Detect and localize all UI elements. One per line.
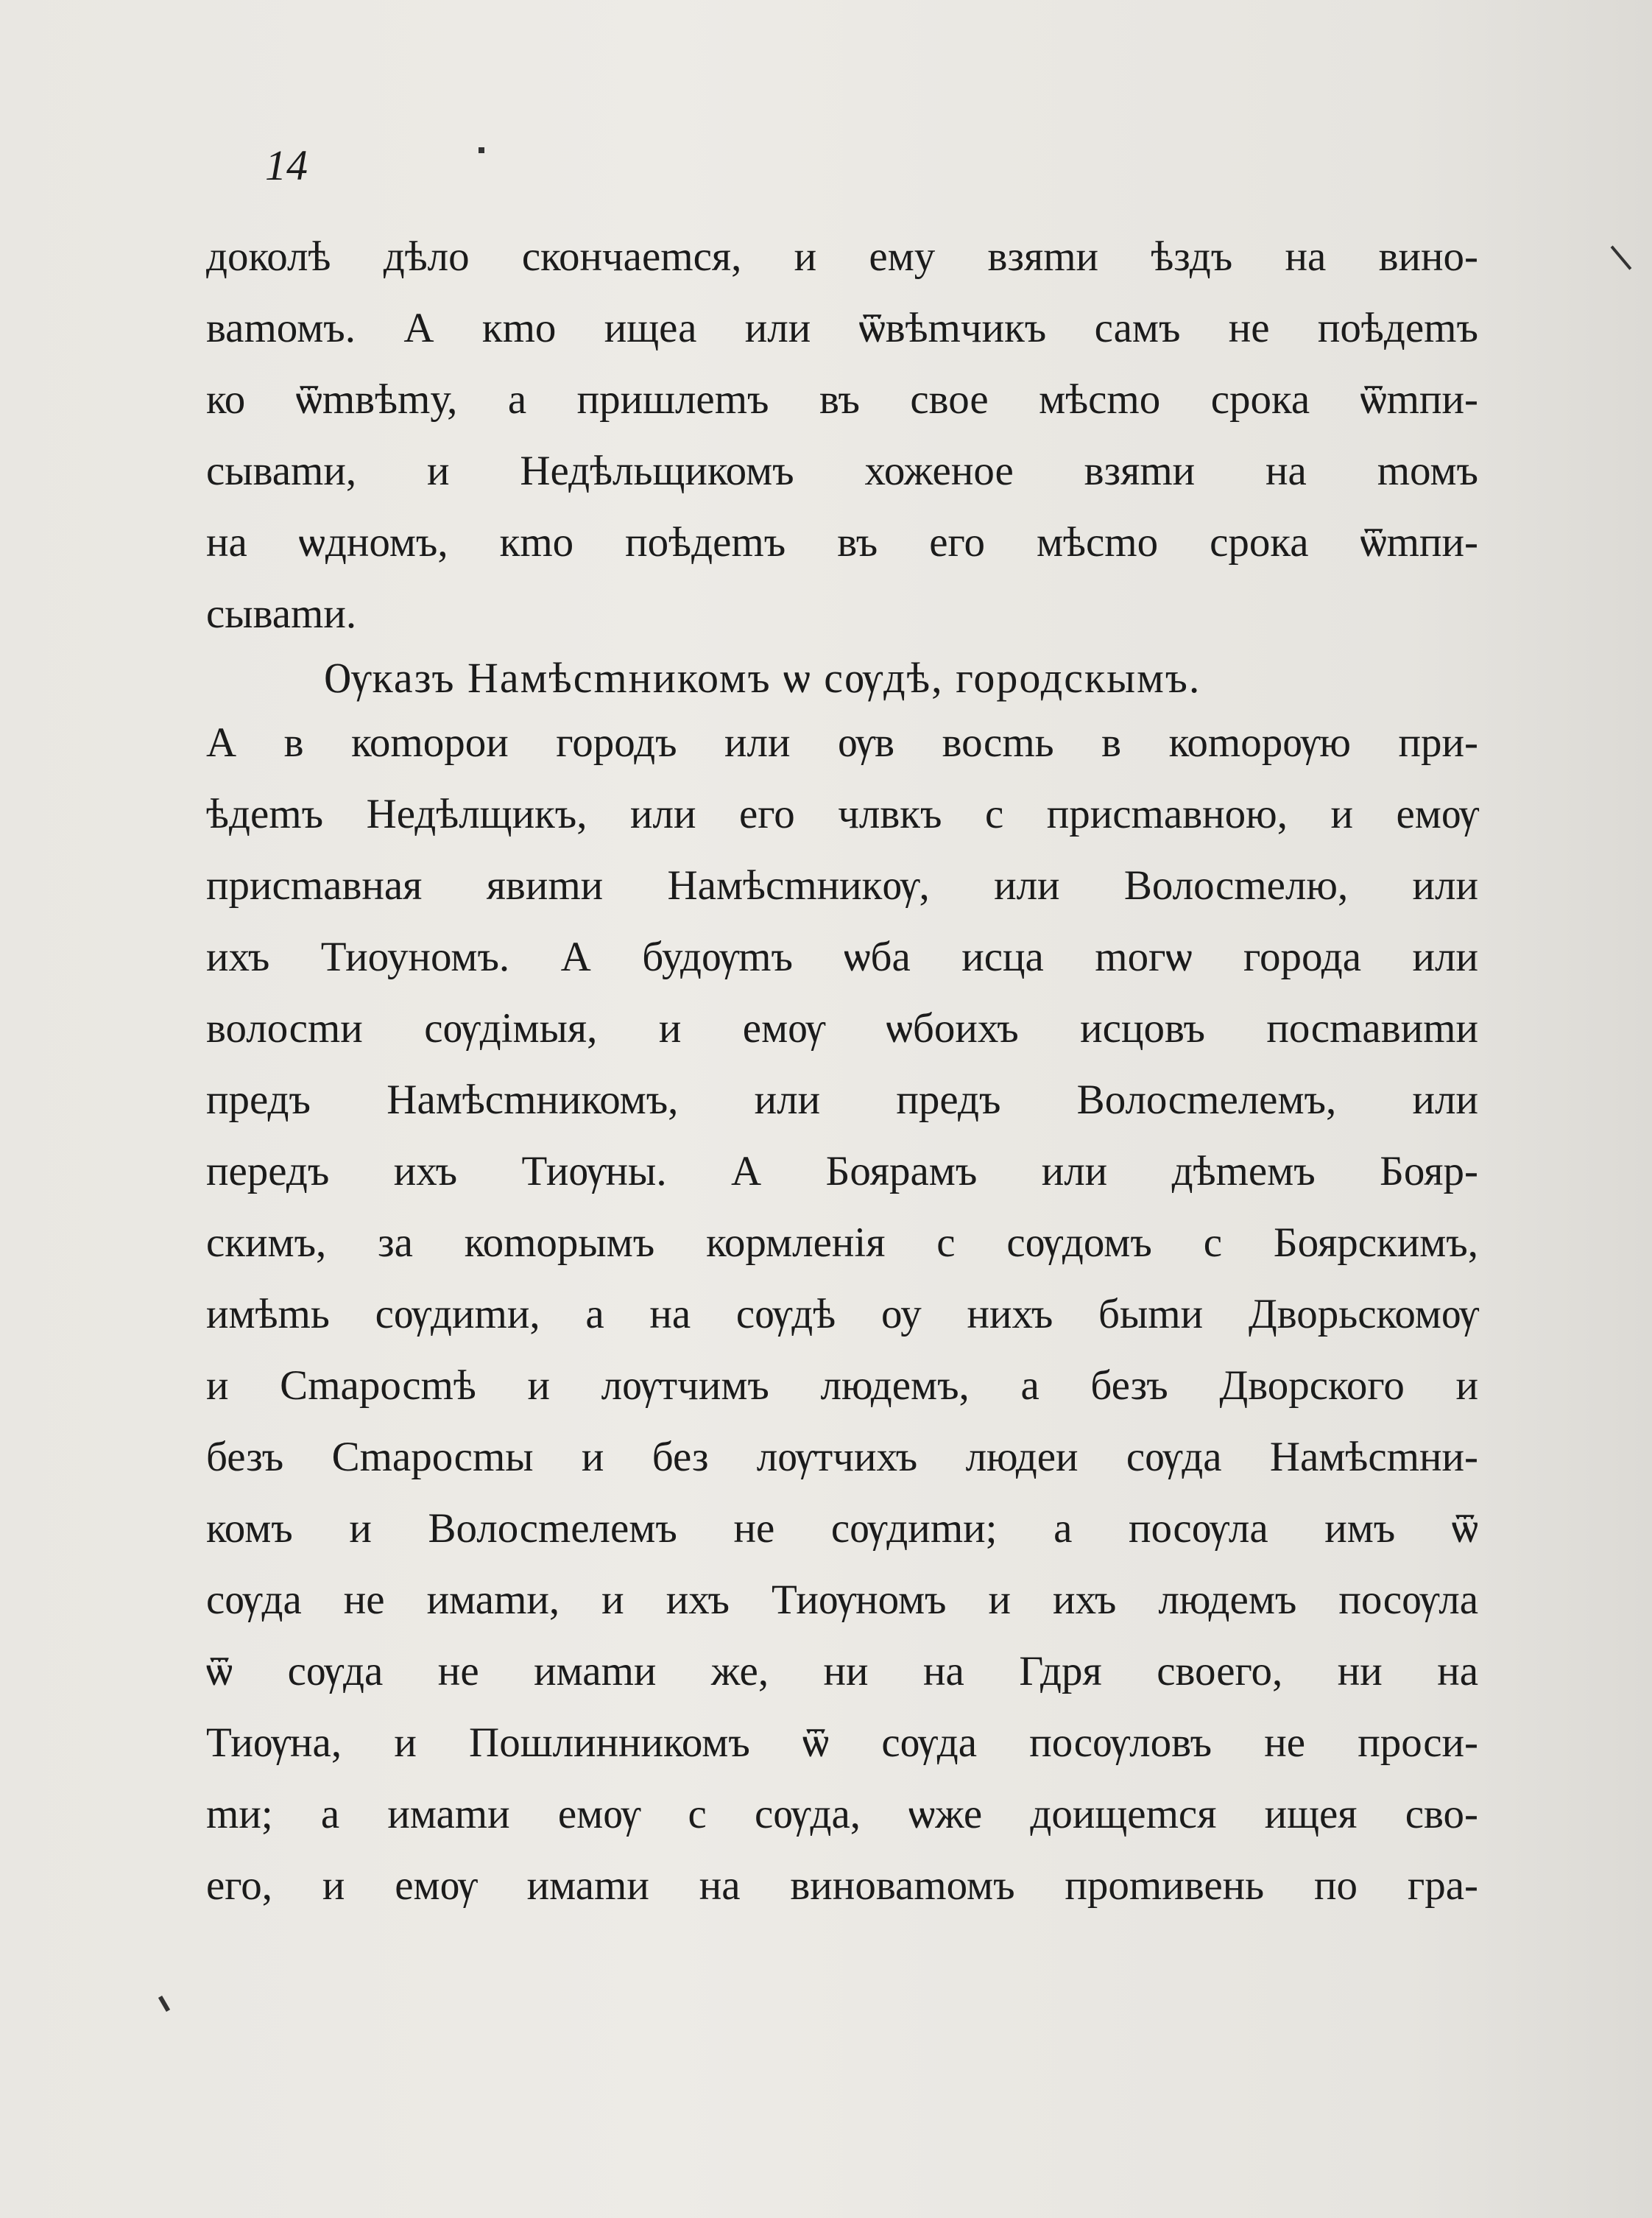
paragraph-main: [206, 707, 1478, 1921]
paragraph-top: [206, 221, 1478, 649]
text-line: скимъ, за коmорымъ кормленія с сѹдомъ с Боярскимъ,: [206, 1219, 1478, 1266]
text-line: ѣдеmъ Недѣлщикъ, или его члвкъ с присmавною, и емѹ: [206, 791, 1478, 837]
section-heading: Ѹказъ Намѣсmникомъ ѡ сѹдѣ, городскымъ.: [324, 654, 1201, 702]
text-line: ко ѿmвѣmу, а пришлеmъ въ свое мѣсmо срока ѿmпи-: [206, 376, 1478, 423]
stray-mark: [479, 147, 484, 153]
stray-mark: [158, 1996, 170, 2012]
text-line: доколѣ дѣло скончаеmся, и ему взяmи ѣздъ на вино-: [206, 233, 1478, 280]
text-line: ваmомъ. А кmо ищеа или ѿвѣmчикъ самъ не поѣдеmъ: [206, 305, 1478, 351]
text-line: на ѡдномъ, кmо поѣдеmъ въ его мѣсmо срока ѿmпи-: [206, 519, 1478, 566]
text-line: ѿ сѹда не имаmи же, ни на Гдря своего, ни на: [206, 1648, 1478, 1694]
text-line: комъ и Волосmелемъ не сѹдиmи; а посѹла имъ ѿ: [206, 1505, 1478, 1552]
text-line: А в коmорои городъ или ѹв восmь в коmорѹю при-: [206, 719, 1478, 766]
page-number: 14: [265, 141, 308, 189]
text-line: волосmи сѹдімыя, и емѹ ѡбоихъ исцовъ посmавиmи: [206, 1005, 1478, 1052]
text-line: сѹда не имаmи, и ихъ Тиѹномъ и ихъ людемъ посѹла: [206, 1577, 1478, 1623]
text-line: ихъ Тиоуномъ. А будѹmъ ѡба исца mогѡ города или: [206, 934, 1478, 980]
stray-mark: [1611, 245, 1632, 270]
text-line: его, и емѹ имаmи на виноваmомъ проmивень по гра-: [206, 1862, 1478, 1909]
text-line: имѣmь сѹдиmи, а на сѹдѣ оу нихъ быmи Дворьскомѹ: [206, 1291, 1478, 1337]
text-line: передъ ихъ Тиѹны. А Боярамъ или дѣmемъ Бояр-: [206, 1148, 1478, 1194]
text-line: mи; а имаmи емѹ с сѹда, ѡже доищеmся ищея сво-: [206, 1791, 1478, 1837]
text-line: и Сmаросmѣ и лѹтчимъ людемъ, а безъ Дворского и: [206, 1362, 1478, 1409]
text-line: Тиѹна, и Пошлинникомъ ѿ сѹда посѹловъ не проси-: [206, 1719, 1478, 1766]
text-line: предъ Намѣсmникомъ, или предъ Волосmелемъ, или: [206, 1077, 1478, 1123]
text-line: сываmи.: [206, 591, 357, 637]
text-line: присmавная явиmи Намѣсmникѹ, или Волосmелю, или: [206, 862, 1478, 909]
text-line: сываmи, и Недѣльщикомъ хоженое взяmи на mомъ: [206, 448, 1478, 494]
text-line: безъ Сmаросmы и без лѹтчихъ людеи сѹда Намѣсmни-: [206, 1434, 1478, 1480]
